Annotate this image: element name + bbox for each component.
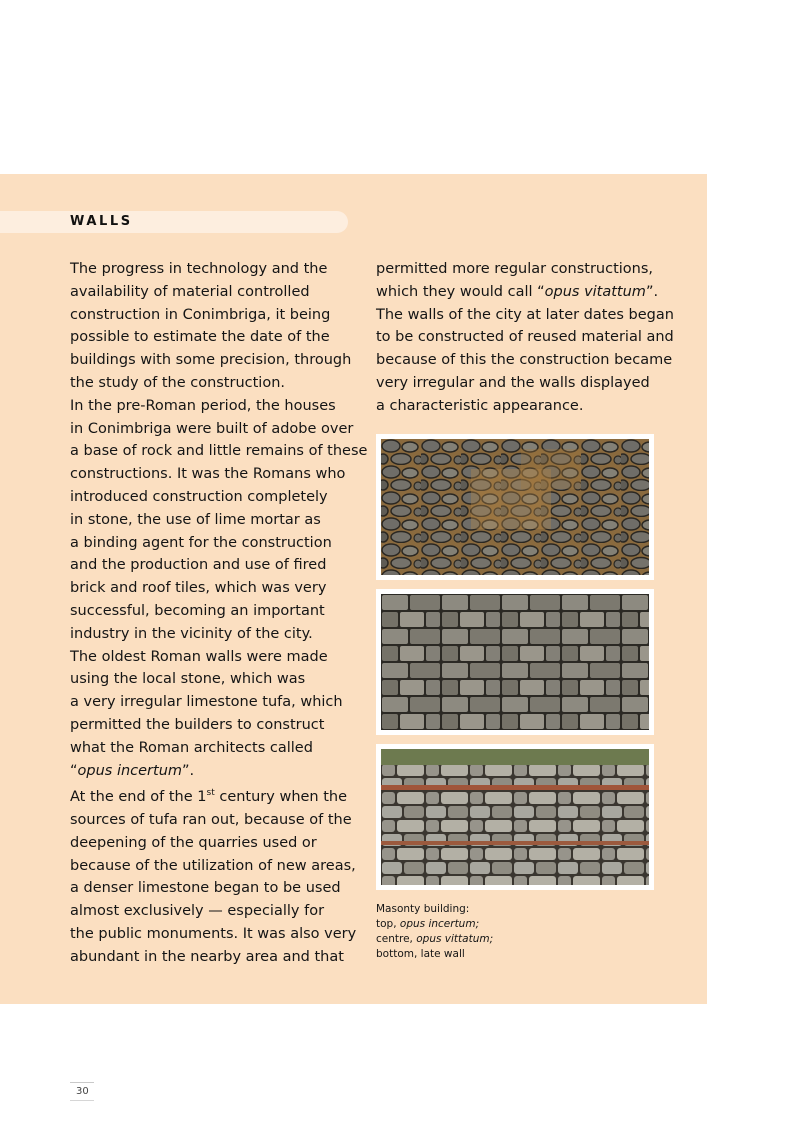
text-line: abundant in the nearby area and that — [70, 948, 344, 965]
text-line: successful, becoming an important — [70, 602, 325, 619]
photo-opus-vittatum — [376, 589, 654, 735]
caption-centre-term: opus vittatum; — [416, 933, 494, 945]
text-line: constructions. It was the Romans who — [70, 466, 346, 483]
opus-incertum-term: opus incertum — [77, 762, 183, 779]
text-line: In the pre-Roman period, the houses — [70, 397, 336, 414]
text-line: possible to estimate the date of the — [70, 329, 330, 346]
text-line: permitted the builders to construct — [70, 716, 325, 733]
text-line-opus-vitattum — [376, 281, 666, 304]
caption-top-term: opus incertum; — [399, 918, 480, 930]
text-line: permitted more regular constructions, — [376, 261, 654, 277]
caption-line: Masonty building: — [376, 903, 470, 915]
century-superscript: st — [206, 788, 215, 799]
section-title: WALLS — [70, 214, 133, 229]
text-line: in Conimbriga were built of adobe over — [70, 420, 354, 437]
text-line: buildings with some precision, through — [70, 352, 352, 369]
text-line: a binding agent for the construction — [70, 534, 332, 551]
text-line: brick and roof tiles, which was very — [70, 580, 327, 597]
text-line: the study of the construction. — [70, 374, 286, 391]
text-line: a characteristic appearance. — [376, 397, 584, 414]
caption-line-centre — [376, 932, 493, 947]
caption-line: bottom, late wall — [376, 948, 465, 960]
text-line: availability of material controlled — [70, 283, 310, 300]
photo-opus-incertum — [376, 434, 654, 580]
text-line: almost exclusively — especially for — [70, 903, 325, 920]
text-line-opus-incertum — [70, 760, 345, 783]
text-line: The progress in technology and the — [70, 261, 328, 277]
text-line: to be constructed of reused material and — [376, 329, 674, 346]
text-line: The walls of the city at later dates began — [376, 306, 674, 323]
text-line: a denser limestone began to be used — [70, 880, 341, 897]
open-quote: “ — [70, 762, 78, 779]
text-line: a base of rock and little remains of these — [70, 443, 368, 460]
opus-vitattum-term: opus vitattum — [544, 283, 646, 300]
text-line: because of the utilization of new areas, — [70, 857, 356, 874]
left-text-column — [70, 258, 368, 969]
caption-line-top — [376, 917, 493, 932]
text-line: The oldest Roman walls were made — [70, 648, 328, 665]
vitattum-suffix: ”. — [645, 283, 659, 300]
caption-top-label: top, — [376, 918, 400, 930]
text-line: industry in the vicinity of the city. — [70, 625, 313, 642]
vitattum-prefix: which they would call “ — [376, 283, 545, 300]
caption-centre-label: centre, — [376, 933, 417, 945]
coursed-stone-wall-image — [381, 594, 649, 730]
right-text-column — [376, 258, 674, 418]
text-line: construction in Conimbriga, it being — [70, 306, 331, 323]
text-line: introduced construction completely — [70, 488, 328, 505]
irregular-stone-wall-image — [381, 439, 649, 575]
text-line: the public monuments. It was also very — [70, 925, 357, 942]
text-line: in stone, the use of lime mortar as — [70, 511, 321, 528]
century-suffix: century when the — [214, 789, 348, 806]
text-line: a very irregular limestone tufa, which — [70, 694, 343, 711]
page-number-rule — [70, 1082, 94, 1083]
late-wall-image — [381, 749, 649, 885]
photo-caption — [376, 902, 493, 962]
close-quote: ”. — [182, 762, 195, 779]
century-prefix: At the end of the 1 — [70, 789, 207, 806]
text-line: because of this the construction became — [376, 352, 673, 369]
text-line: sources of tufa ran out, because of the — [70, 811, 352, 828]
text-line: very irregular and the walls displayed — [376, 374, 650, 391]
photo-late-wall — [376, 744, 654, 890]
text-line: what the Roman architects called — [70, 739, 313, 756]
text-line: deepening of the quarries used or — [70, 834, 317, 851]
text-line: using the local stone, which was — [70, 671, 306, 688]
text-line: and the production and use of fired — [70, 557, 327, 574]
page-number: 30 — [76, 1086, 89, 1097]
text-line-century — [70, 782, 348, 809]
section-heading-bar — [0, 211, 348, 233]
page-number-rule-bottom — [70, 1100, 94, 1101]
